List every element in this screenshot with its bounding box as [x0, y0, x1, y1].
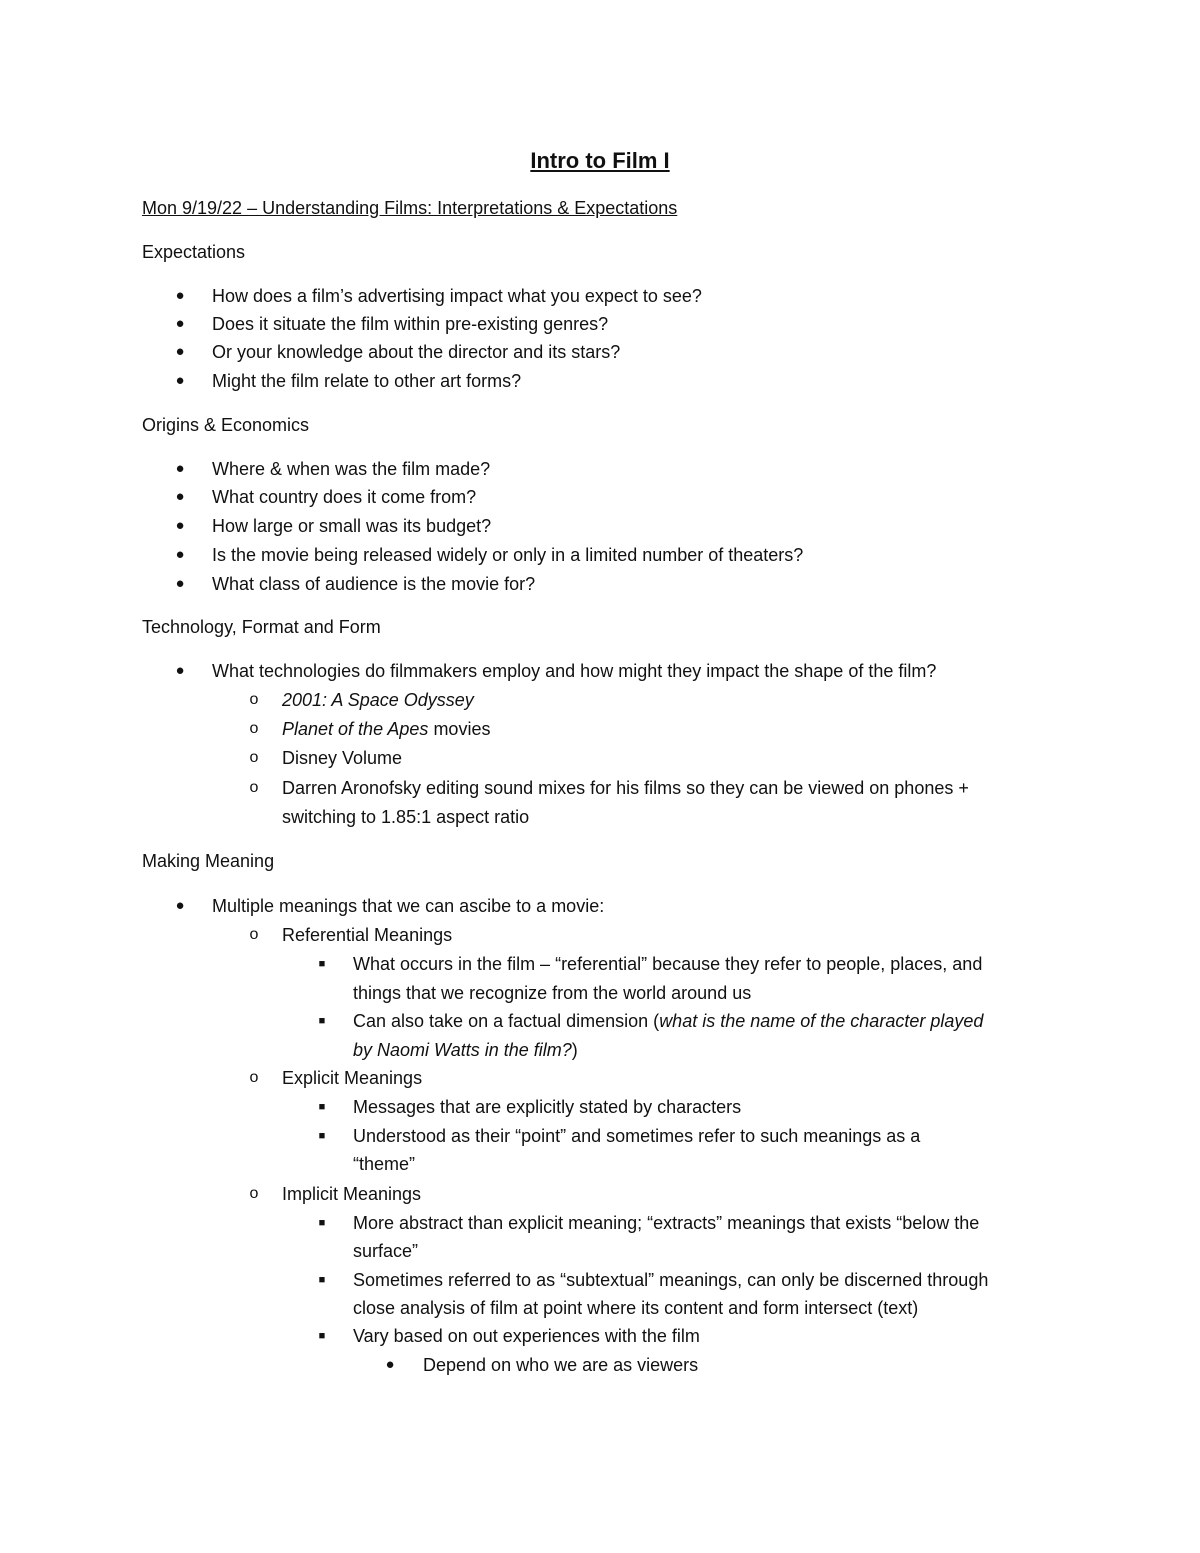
- square-bullet-icon: ■: [318, 1217, 326, 1229]
- film-title: 2001: A Space Odyssey: [282, 690, 474, 710]
- section-heading-origins: Origins & Economics: [142, 415, 310, 435]
- nested-list-item-continued: surface”: [353, 1241, 419, 1261]
- circle-bullet-icon: o: [249, 779, 259, 796]
- sub-list-item: Disney Volume: [282, 748, 403, 768]
- square-bullet-icon: ■: [318, 1130, 326, 1142]
- sub-list-item: Implicit Meanings: [282, 1184, 422, 1204]
- circle-bullet-icon: o: [249, 1069, 259, 1086]
- nested-list-italic: what is the name of the character played: [659, 1011, 984, 1031]
- bullet-icon: ●: [385, 1356, 395, 1373]
- bullet-icon: ●: [175, 287, 185, 304]
- list-item: How does a film’s advertising impact what you expect to see?: [212, 286, 702, 306]
- sub-list-item: [282, 717, 490, 741]
- bullet-icon: ●: [175, 517, 185, 534]
- nested-list-item: What occurs in the film – “referential” because they refer to people, places, and: [353, 954, 983, 974]
- nested-list-item-continued: [353, 1038, 578, 1062]
- circle-bullet-icon: o: [249, 749, 259, 766]
- bullet-icon: ●: [175, 343, 185, 360]
- circle-bullet-icon: o: [249, 691, 259, 708]
- list-item: What technologies do filmmakers employ and how might they impact the shape of the film?: [212, 661, 937, 681]
- nested-list-item: Understood as their “point” and sometimes refer to such meanings as a: [353, 1126, 921, 1146]
- document-title: Intro to Film I: [530, 148, 670, 173]
- square-bullet-icon: ■: [318, 1330, 326, 1342]
- bullet-icon: ●: [175, 488, 185, 505]
- section-heading-technology: Technology, Format and Form: [142, 617, 381, 637]
- sub-list-item: Explicit Meanings: [282, 1068, 423, 1088]
- bullet-icon: ●: [175, 315, 185, 332]
- nested-list-item-continued: close analysis of film at point where its content and form intersect (text): [353, 1298, 919, 1318]
- list-item: Where & when was the film made?: [212, 459, 491, 479]
- square-bullet-icon: ■: [318, 1101, 326, 1113]
- nested-list-item: Sometimes referred to as “subtextual” meanings, can only be discerned through: [353, 1270, 989, 1290]
- lecture-subtitle: Mon 9/19/22 – Understanding Films: Interpretations & Expectations: [142, 198, 678, 218]
- section-heading-meaning: Making Meaning: [142, 851, 275, 871]
- sub-list-item: Referential Meanings: [282, 925, 453, 945]
- bullet-icon: ●: [175, 460, 185, 477]
- sub-list-item: [282, 688, 474, 712]
- sub-list-item: Darren Aronofsky editing sound mixes for his films so they can be viewed on phones +: [282, 778, 969, 798]
- nested-list-item-continued: “theme”: [353, 1154, 416, 1174]
- circle-bullet-icon: o: [249, 926, 259, 943]
- bullet-icon: ●: [175, 662, 185, 679]
- nested-list-item: Messages that are explicitly stated by characters: [353, 1097, 742, 1117]
- circle-bullet-icon: o: [249, 720, 259, 737]
- list-item: Does it situate the film within pre-existing genres?: [212, 314, 609, 334]
- bullet-icon: ●: [175, 897, 185, 914]
- section-heading-expectations: Expectations: [142, 242, 246, 262]
- list-item: How large or small was its budget?: [212, 516, 492, 536]
- list-item: Multiple meanings that we can ascibe to a movie:: [212, 896, 605, 916]
- sub-list-text: movies: [428, 719, 491, 739]
- nested-list-item-continued: things that we recognize from the world around us: [353, 983, 752, 1003]
- list-item: Is the movie being released widely or only in a limited number of theaters?: [212, 545, 804, 565]
- deep-list-item: Depend on who we are as viewers: [423, 1355, 699, 1375]
- bullet-icon: ●: [175, 546, 185, 563]
- film-title: Planet of the Apes: [282, 719, 429, 739]
- nested-list-italic: by Naomi Watts in the film?: [353, 1040, 572, 1060]
- bullet-icon: ●: [175, 575, 185, 592]
- nested-list-item: More abstract than explicit meaning; “extracts” meanings that exists “below the: [353, 1213, 980, 1233]
- circle-bullet-icon: o: [249, 1185, 259, 1202]
- list-item: What class of audience is the movie for?: [212, 574, 536, 594]
- sub-list-item-continued: switching to 1.85:1 aspect ratio: [282, 807, 530, 827]
- square-bullet-icon: ■: [318, 1274, 326, 1286]
- nested-list-text: Can also take on a factual dimension (: [353, 1011, 660, 1031]
- square-bullet-icon: ■: [318, 958, 326, 970]
- nested-list-item: [353, 1009, 983, 1033]
- nested-list-item: Vary based on out experiences with the film: [353, 1326, 700, 1346]
- square-bullet-icon: ■: [318, 1015, 326, 1027]
- nested-list-text: ): [571, 1040, 578, 1060]
- bullet-icon: ●: [175, 372, 185, 389]
- list-item: Or your knowledge about the director and its stars?: [212, 342, 621, 362]
- list-item: What country does it come from?: [212, 487, 477, 507]
- list-item: Might the film relate to other art forms?: [212, 371, 522, 391]
